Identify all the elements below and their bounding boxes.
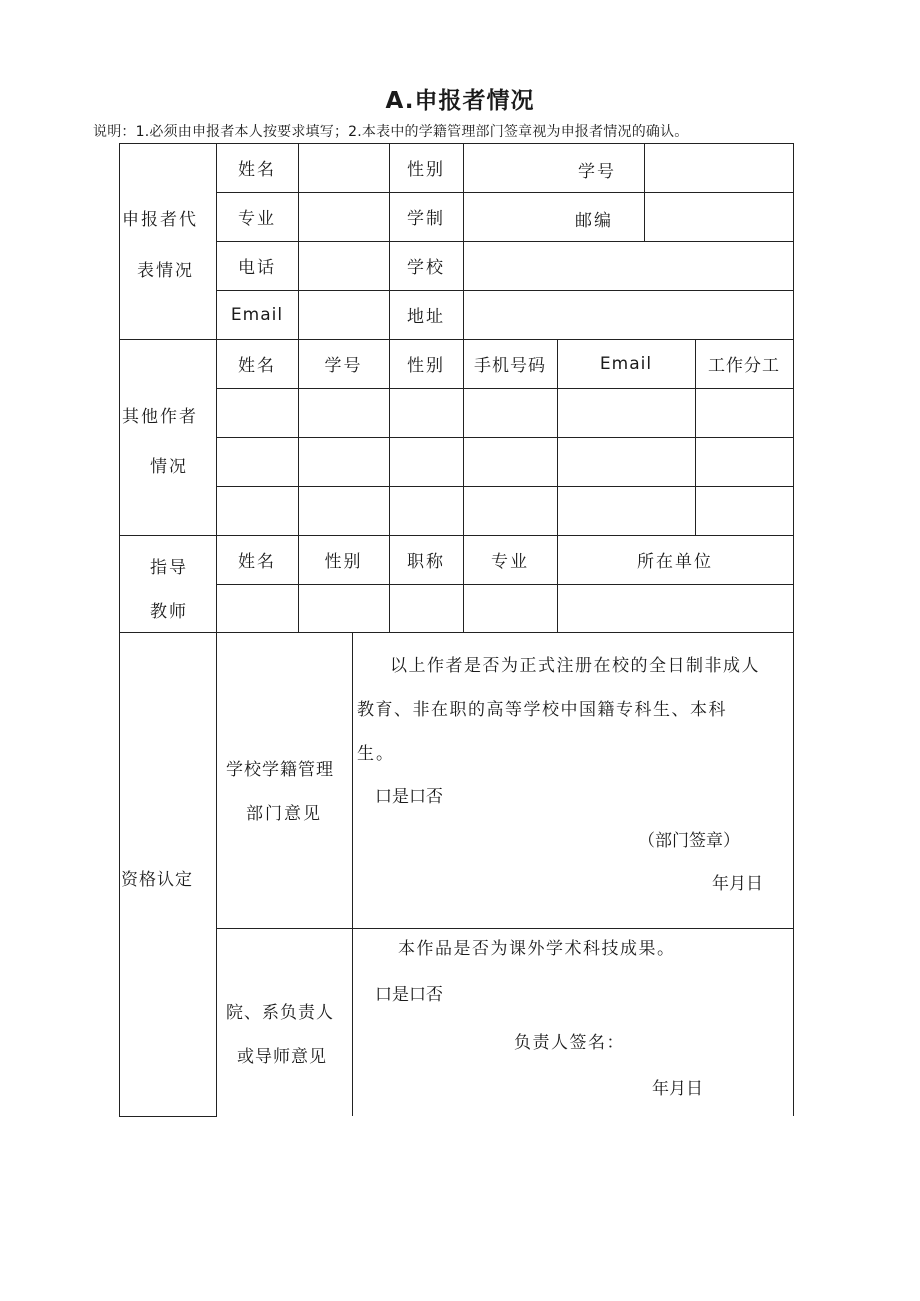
advisor-header-major: 专业: [491, 552, 529, 572]
rep-name-label: 姓名: [238, 160, 276, 180]
faculty-label-line1: 院、系负责人: [226, 1003, 334, 1023]
school-dept-stamp: （部门签章）: [638, 831, 740, 851]
rep-school-label: 学校: [407, 258, 445, 278]
section-qualification: 资格认定: [121, 870, 193, 890]
rep-school-value[interactable]: [463, 241, 793, 290]
section-advisor-line1: 指导: [150, 558, 188, 578]
rep-email-label: Email: [230, 304, 284, 325]
rep-major-value[interactable]: [298, 192, 389, 241]
other-authors-header-student-id: 学号: [324, 356, 363, 376]
school-dept-label-line2: 部门意见: [246, 804, 322, 824]
advisor-header-gender: 性别: [324, 552, 363, 572]
school-dept-label-line1: 学校学籍管理: [226, 760, 334, 780]
other-authors-header-phone: 手机号码: [474, 356, 546, 376]
section-representative-line1: 申报者代: [122, 210, 198, 230]
rep-major-label: 专业: [238, 209, 276, 229]
other-authors-row[interactable]: [216, 388, 793, 437]
other-authors-row[interactable]: [216, 437, 793, 486]
school-yes-no-checkbox[interactable]: 口是口否: [375, 787, 443, 807]
rep-address-value[interactable]: [463, 290, 793, 339]
advisor-row[interactable]: [216, 584, 793, 632]
rep-duration-label: 学制: [407, 209, 445, 229]
rep-postcode-value[interactable]: [644, 192, 793, 241]
other-authors-header-email: Email: [599, 353, 653, 374]
rep-phone-value[interactable]: [298, 241, 389, 290]
school-opinion-line2: 教育、非在职的高等学校中国籍专科生、本科: [357, 700, 727, 720]
faculty-label-line2: 或导师意见: [237, 1047, 327, 1067]
school-date: 年月日: [712, 874, 763, 894]
instruction-note: 说明：1.必须由申报者本人按要求填写；2.本表中的学籍管理部门签章视为申报者情况的确认。: [93, 124, 689, 140]
rep-phone-label: 电话: [238, 258, 276, 278]
faculty-opinion-text: 本作品是否为课外学术科技成果。: [398, 939, 676, 959]
rep-gender-label: 性别: [407, 160, 445, 180]
advisor-header-affiliation: 所在单位: [637, 552, 713, 572]
other-authors-header-name: 姓名: [238, 356, 276, 376]
section-advisor-line2: 教师: [150, 602, 188, 622]
section-other-authors-line1: 其他作者: [122, 407, 198, 427]
faculty-yes-no-checkbox[interactable]: 口是口否: [375, 985, 443, 1005]
other-authors-row[interactable]: [216, 486, 793, 535]
school-opinion-line3: 生。: [357, 744, 395, 764]
rep-postcode-label: 邮编: [575, 211, 613, 231]
rep-student-id-value[interactable]: [644, 143, 793, 192]
page-title: A.申报者情况: [385, 88, 535, 114]
faculty-signature: 负责人签名：: [514, 1033, 625, 1053]
other-authors-header-gender: 性别: [407, 356, 445, 376]
rep-email-value[interactable]: [298, 290, 389, 339]
rep-address-label: 地址: [407, 307, 445, 327]
advisor-header-name: 姓名: [238, 552, 276, 572]
section-other-authors-line2: 情况: [150, 457, 188, 477]
rep-student-id-label: 学号: [578, 162, 616, 182]
school-opinion-line1: 以上作者是否为正式注册在校的全日制非成人: [390, 656, 760, 676]
rep-name-value[interactable]: [298, 143, 389, 192]
other-authors-header-role: 工作分工: [708, 356, 780, 376]
faculty-date: 年月日: [652, 1079, 703, 1099]
section-representative-line2: 表情况: [137, 261, 194, 281]
advisor-header-title: 职称: [407, 552, 445, 572]
